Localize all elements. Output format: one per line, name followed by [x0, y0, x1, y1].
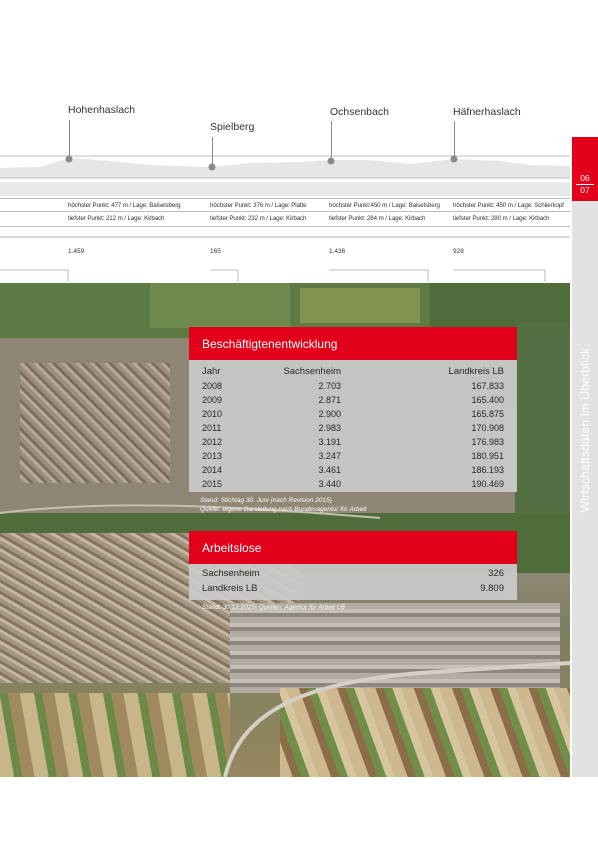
- cell-sachsenheim: 2.983: [318, 423, 341, 433]
- cell-year: 2014: [202, 465, 223, 475]
- cell-year: 2008: [202, 381, 223, 391]
- sidebar-title: Wirtschaftsdaten im Überblick: [578, 347, 592, 513]
- band: [0, 182, 570, 196]
- cell-value: 326: [488, 568, 504, 579]
- cell-landkreis: 167.833: [471, 381, 504, 391]
- cell-sachsenheim: 3.440: [318, 479, 341, 489]
- cell-region: Sachsenheim: [202, 568, 260, 579]
- header-landkreis: Landkreis LB: [448, 366, 504, 377]
- highest-point: höchster Punkt: 477 m / Lage: Baiselsberg: [68, 202, 181, 209]
- page-number-box: [572, 137, 598, 201]
- cell-landkreis: 165.400: [471, 395, 504, 405]
- highest-point: höchster Punkt: 450 m / Lage: Schlierkopf: [453, 202, 564, 209]
- cell-landkreis: 190.469: [471, 479, 504, 489]
- cell-year: 2015: [202, 479, 223, 489]
- lowest-point: tiefster Punkt: 284 m / Lage: Kirbach: [329, 215, 426, 222]
- population-value: 1.459: [68, 248, 85, 255]
- cell-year: 2010: [202, 409, 223, 419]
- table-row: [189, 568, 517, 582]
- header-sachsenheim: Sachsenheim: [283, 366, 341, 377]
- divider: [0, 226, 570, 227]
- village-label-spielberg: Spielberg: [210, 121, 255, 133]
- cell-sachsenheim: 3.247: [318, 451, 341, 461]
- page-number-left: 06: [580, 173, 590, 183]
- page-number-right: 07: [580, 185, 590, 195]
- marker-dot: [209, 164, 216, 171]
- divider: [0, 211, 570, 212]
- cell-landkreis: 176.983: [471, 437, 504, 447]
- cell-sachsenheim: 3.461: [318, 465, 341, 475]
- cell-value: 9.809: [480, 583, 504, 594]
- employment-heading: Beschäftigtenentwicklung: [189, 327, 517, 360]
- employment-table: [189, 360, 517, 492]
- divider: [0, 198, 570, 199]
- cell-sachsenheim: 2.703: [318, 381, 341, 391]
- population-value: 928: [453, 248, 464, 255]
- unemployed-heading: Arbeitslose: [189, 531, 517, 564]
- cell-landkreis: 165.875: [471, 409, 504, 419]
- highest-point: höchster Punkt:450 m / Lage: Baiselsberg: [329, 202, 440, 209]
- cell-year: 2012: [202, 437, 223, 447]
- table-row: [189, 465, 517, 479]
- employment-note-status: Stand: Stichtag 30. Juni (nach Revision 2015): [200, 497, 332, 504]
- table-row: [189, 583, 517, 597]
- cell-landkreis: 186.193: [471, 465, 504, 475]
- marker-dot: [451, 156, 458, 163]
- table-row: [189, 409, 517, 423]
- marker-dot: [66, 156, 73, 163]
- cell-region: Landkreis LB: [202, 583, 258, 594]
- lowest-point: tiefster Punkt: 232 m / Lage: Kirbach: [210, 215, 307, 222]
- highest-point: höchster Punkt: 376 m / Lage: Platte: [210, 202, 307, 209]
- marker-dot: [328, 158, 335, 165]
- table-row: [189, 479, 517, 493]
- table-row: [189, 381, 517, 395]
- cell-landkreis: 180.951: [471, 451, 504, 461]
- population-value: 165: [210, 248, 221, 255]
- cell-year: 2011: [202, 423, 222, 433]
- band: [0, 236, 570, 238]
- unemployed-table: [189, 564, 517, 600]
- cell-sachsenheim: 3.191: [318, 437, 341, 447]
- table-row: [189, 395, 517, 409]
- unemployed-note: Stand: 30.12.2015| Quellen: Agentur für Arbeit LB: [202, 604, 345, 611]
- employment-note-source: Quelle: eigene Darstellung nach Bundesagentur für Arbeit: [200, 506, 367, 513]
- village-label-hohenhaslach: Hohenhaslach: [68, 104, 136, 116]
- cell-landkreis: 170.908: [471, 423, 504, 433]
- village-label-haefnerhaslach: Häfnerhaslach: [453, 106, 521, 118]
- population-value: 1.436: [329, 248, 346, 255]
- cell-sachsenheim: 2.900: [318, 409, 341, 419]
- header-year: Jahr: [202, 366, 221, 377]
- table-row: [189, 451, 517, 465]
- cell-year: 2013: [202, 451, 223, 461]
- elevation-profile: [0, 150, 570, 182]
- lowest-point: tiefster Punkt: 280 m / Lage: Kirbach: [453, 215, 550, 222]
- cell-sachsenheim: 2.871: [318, 395, 341, 405]
- table-row: [189, 423, 517, 437]
- table-header: [189, 366, 517, 380]
- lowest-point: tiefster Punkt: 212 m / Lage: Kirbach: [68, 215, 165, 222]
- cell-year: 2009: [202, 395, 223, 405]
- table-row: [189, 437, 517, 451]
- village-label-ochsenbach: Ochsenbach: [330, 106, 389, 118]
